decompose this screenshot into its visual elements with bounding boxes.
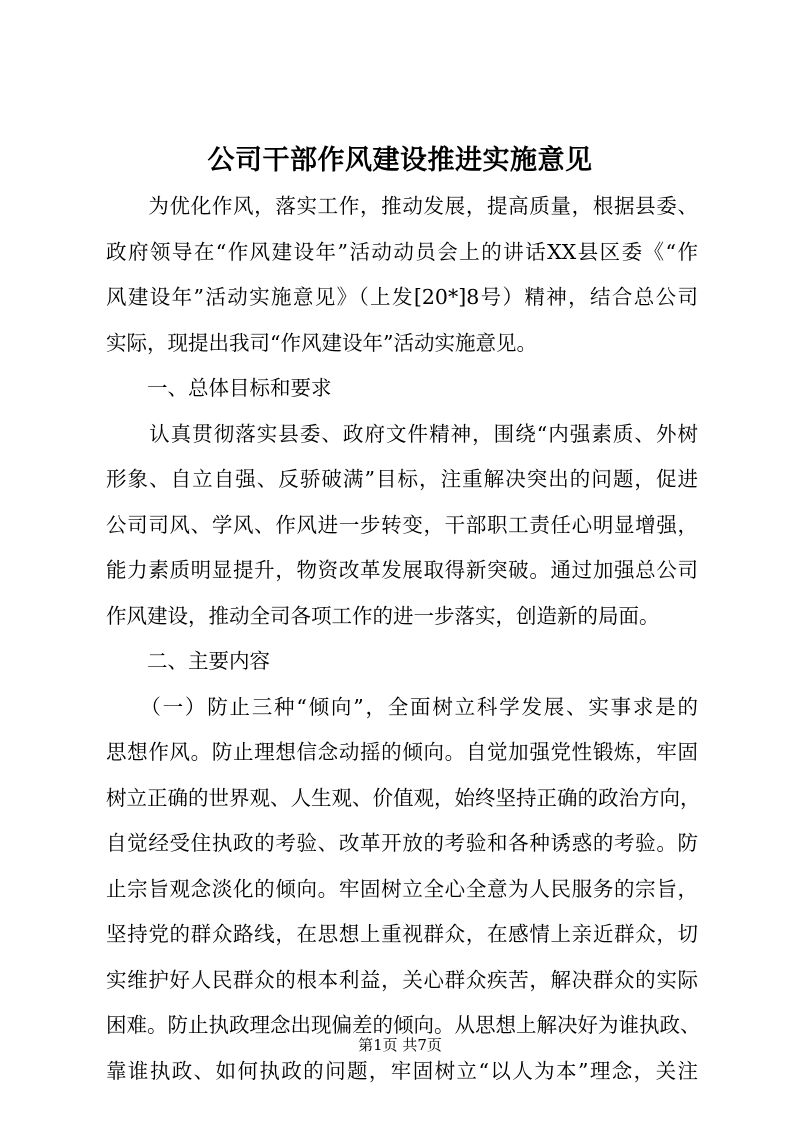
section-heading: 一、总体目标和要求 xyxy=(106,376,332,400)
text-line: 政府领导在“作风建设年”活动动员会上的讲话XX县区委《“作 xyxy=(106,239,698,264)
text-line: 公司司风、学风、作风进一步转变，干部职工责任心明显增强， xyxy=(106,512,698,537)
text-line: 自觉经受住执政的考验、改革开放的考验和各种诱惑的考验。防 xyxy=(106,831,698,855)
text-line: 形象、自立自强、反骄破满”目标，注重解决突出的问题，促进 xyxy=(106,467,698,491)
text-line: 认真贯彻落实县委、政府文件精神，围绕“内强素质、外树 xyxy=(106,421,698,446)
text-line: 坚持党的群众路线，在思想上重视群众，在感情上亲近群众，切 xyxy=(106,922,698,946)
document-body xyxy=(106,184,701,1094)
text-line: （一）防止三种“倾向”，全面树立科学发展、实事求是的 xyxy=(106,694,698,719)
document-title: 公司干部作风建设推进实施意见 xyxy=(207,145,593,176)
section-heading: 二、主要内容 xyxy=(106,649,270,673)
text-line: 风建设年”活动实施意见》（上发[20*]8号）精神，结合总公司 xyxy=(106,285,698,309)
text-line: 困难。防止执政理念出现偏差的倾向。从思想上解决好为谁执政、 xyxy=(106,1013,701,1037)
text-line: 实际，现提出我司“作风建设年”活动实施意见。 xyxy=(106,330,537,355)
page-number: 第1页 共7页 xyxy=(358,1036,442,1054)
text-line: 靠谁执政、如何执政的问题，牢固树立“以人为本”理念，关注 xyxy=(106,1058,698,1083)
text-line: 思想作风。防止理想信念动摇的倾向。自觉加强党性锻炼，牢固 xyxy=(106,740,698,764)
text-line: 能力素质明显提升，物资改革发展取得新突破。通过加强总公司 xyxy=(106,558,698,582)
text-line: 止宗旨观念淡化的倾向。牢固树立全心全意为人民服务的宗旨， xyxy=(106,876,698,901)
text-line: 作风建设，推动全司各项工作的进一步落实，创造新的局面。 xyxy=(106,603,660,628)
text-line: 实维护好人民群众的根本利益，关心群众疾苦，解决群众的实际 xyxy=(106,967,698,992)
text-line: 树立正确的世界观、人生观、价值观，始终坚持正确的政治方向， xyxy=(106,785,701,810)
text-line: 为优化作风，落实工作，推动发展，提高质量，根据县委、 xyxy=(106,194,698,218)
